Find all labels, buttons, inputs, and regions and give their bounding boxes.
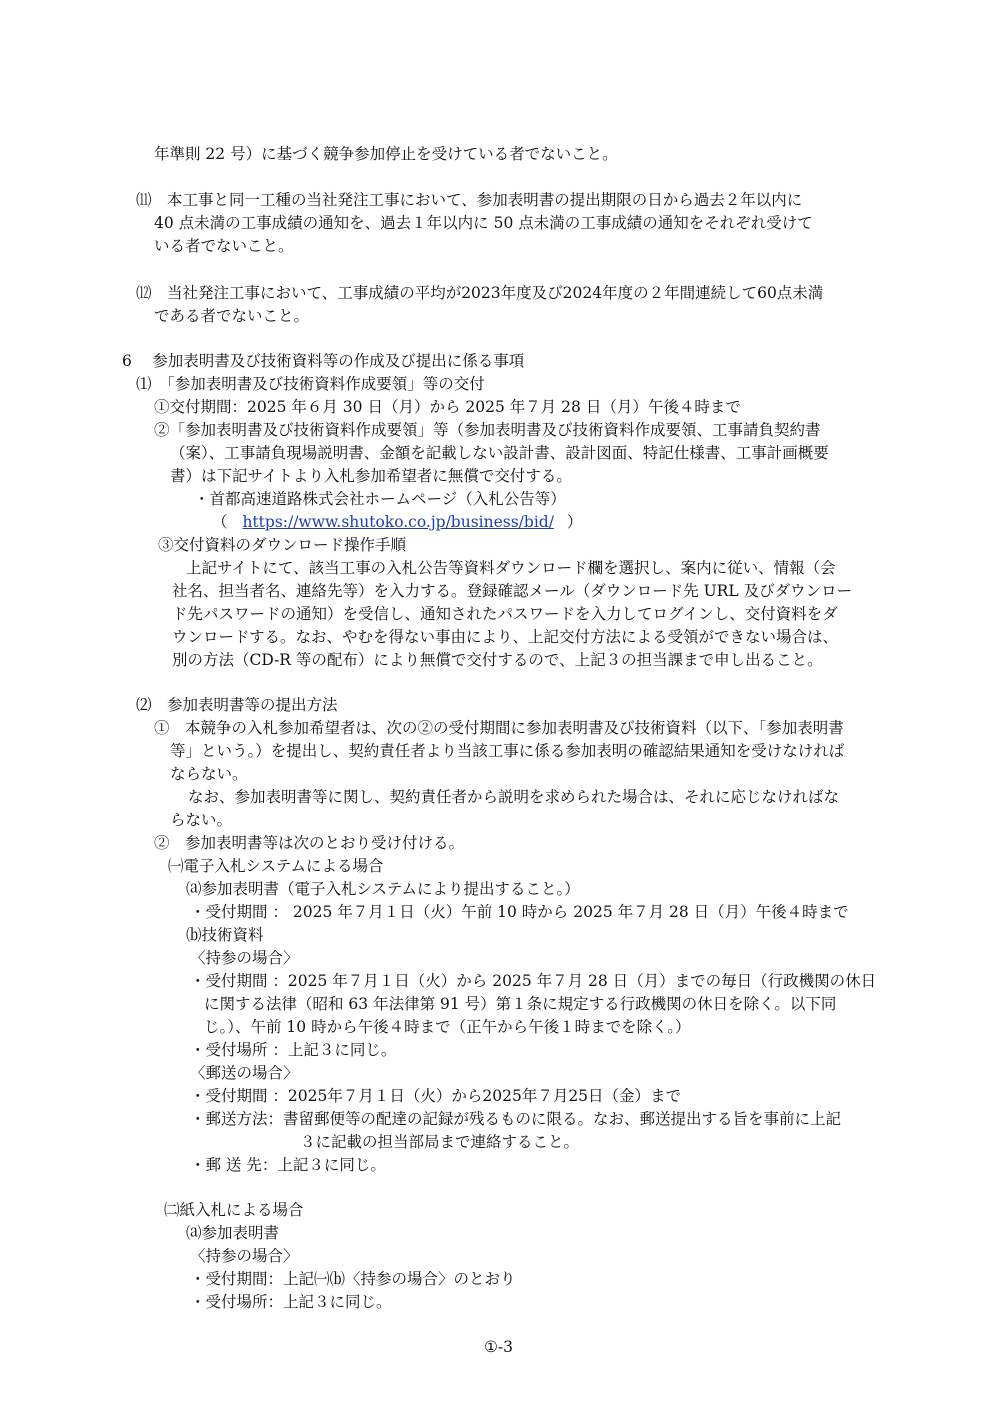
text-line: ・受付期間：上記㈠⒝〈持参の場合〉のとおり [190,1270,516,1288]
text-line: ⒝技術資料 [186,926,264,944]
text-line: ・受付期間 ：2025年７月１日（火）から2025年７月25日（金）まで [190,1087,682,1105]
text-line: 〈持参の場合〉 [190,1247,299,1265]
paren-open: （ [212,513,228,531]
text-line: 〈郵送の場合〉 [190,1064,299,1082]
section-heading: 6 参加表明書及び技術資料等の作成及び提出に係る事項 [122,352,525,370]
text-line: ・受付期間 ： 2025 年７月１日（火）午前 10 時から 2025 年７月 28 日（月）午後４時まで [190,903,849,921]
text-line: ならない。 [170,765,248,783]
text-line: ⒜参加表明書（電子入札システムにより提出すること。） [186,880,580,898]
text-line: らない。 [170,811,233,829]
text-line: いる者でないこと。 [154,237,294,255]
text-line: じ。）、午前 10 時から午後４時まで（正午から午後１時までを除く。） [204,1018,691,1036]
text-line: 書）は下記サイトより入札参加希望者に無償で交付する。 [170,467,572,485]
text-line: ・受付場所 ：上記３に同じ。 [190,1041,397,1059]
text-line: ⑾ 本工事と同一工種の当社発注工事において、参加表明書の提出期限の日から過去２年以内に [136,191,803,209]
text-line: ・受付期間 ：2025 年７月１日（火）から 2025 年７月 28 日（月）までの毎日（行政機関の休日 [190,972,877,990]
text-line: ②「参加表明書及び技術資料作成要領」等（参加表明書及び技術資料作成要領、工事請負契約書 [154,421,821,439]
url-line [212,511,582,533]
text-line: ㈡紙入札による場合 [164,1201,304,1219]
text-line: ② 参加表明書等は次のとおり受け付ける。 [154,834,465,852]
text-line: 40 点未満の工事成績の通知を、過去１年以内に 50 点未満の工事成績の通知をそれぞれ受けて [154,214,813,232]
text-line: ③交付資料のダウンロード操作手順 [158,536,407,554]
text-line: 年準則 22 号）に基づく競争参加停止を受けている者でないこと。 [154,145,618,163]
text-line: ⒜参加表明書 [186,1224,280,1242]
text-line: ・郵 送 先：上記３に同じ。 [190,1156,386,1174]
text-line: ① 本競争の入札参加希望者は、次の②の受付期間に参加表明書及び技術資料（以下、「参加表明書 [154,719,844,737]
text-line: 〈持参の場合〉 [190,949,299,967]
subsection-heading: ⑴ 「参加表明書及び技術資料作成要領」等の交付 [136,375,485,393]
text-line: ド先パスワードの通知）を受信し、通知されたパスワードを入力してログインし、交付資料をダ [172,605,838,623]
paren-close: ） [566,513,583,531]
text-line: ①交付期間：2025 年６月 30 日（月）から 2025 年７月 28 日（月）午後４時まで [154,398,741,416]
text-line: ・首都高速道路株式会社ホームページ（入札公告等） [194,490,566,508]
text-line: 別の方法（CD-R 等の配布）により無償で交付するので、上記３の担当課まで申し出ること。 [172,651,823,669]
text-line: 社名、担当者名、連絡先等）を入力する。登録確認メール（ダウンロード先 URL 及びダウンロー [172,582,853,600]
text-line: 上記サイトにて、該当工事の入札公告等資料ダウンロード欄を選択し、案内に従い、情報（会 [186,559,836,577]
text-line: ３に記載の担当部局まで連絡すること。 [300,1133,580,1151]
text-line: ・郵送方法：書留郵便等の配達の記録が残るものに限る。なお、郵送提出する旨を事前に上記 [190,1110,842,1128]
text-line: 等」という。）を提出し、契約責任者より当該工事に係る参加表明の確認結果通知を受けなければ [170,742,845,760]
text-line: ㈠電子入札システムによる場合 [168,857,384,875]
text-line: に関する法律（昭和 63 年法律第 91 号）第１条に規定する行政機関の休日を除く。以下同 [204,995,837,1013]
text-line: である者でないこと。 [154,307,310,325]
subsection-heading: ⑵ 参加表明書等の提出方法 [136,696,338,714]
text-line: ⑿ 当社発注工事において、工事成績の平均が2023年度及び2024年度の２年間連続して60点未満 [136,284,824,302]
text-line: （案）、工事請負現場説明書、金額を記載しない設計書、設計図面、特記仕様書、工事計画概要 [170,444,829,462]
text-line: ウンロードする。なお、やむを得ない事由により、上記交付方法による受領ができない場合は、 [172,628,839,646]
text-line: なお、参加表明書等に関し、契約責任者から説明を求められた場合は、それに応じなければな [188,788,840,806]
text-line: ・受付場所：上記３に同じ。 [190,1293,392,1311]
page-number: ①-3 [484,1338,513,1356]
bid-site-link[interactable]: https://www.shutoko.co.jp/business/bid/ [242,513,554,531]
